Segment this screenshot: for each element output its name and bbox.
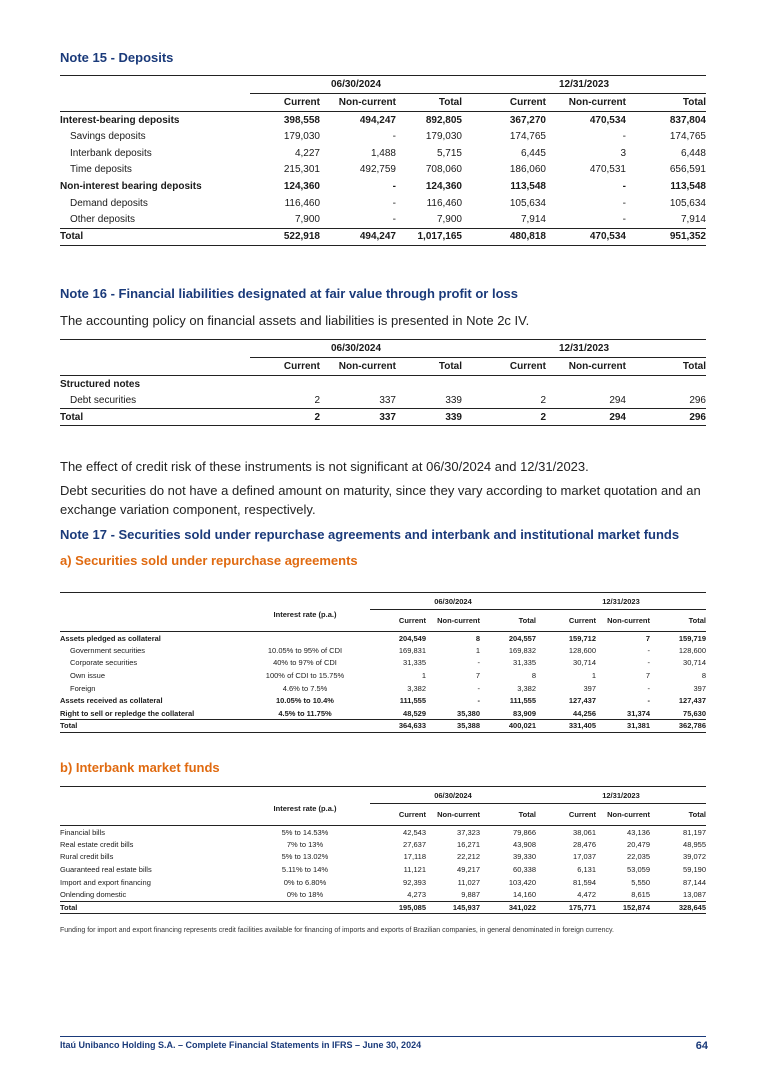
value-cell: 400,021 xyxy=(480,720,536,733)
interbank-body xyxy=(60,826,706,914)
value-cell: 31,335 xyxy=(513,658,536,668)
table-row xyxy=(60,851,706,864)
row-label: Guaranteed real estate bills xyxy=(60,865,152,875)
value-cell: 7 xyxy=(475,671,480,681)
value-cell: - xyxy=(477,683,480,693)
value-cell: 42,543 xyxy=(403,827,426,837)
table-row xyxy=(60,682,706,695)
table-row xyxy=(60,694,706,707)
value-cell: 43,908 xyxy=(513,839,536,849)
value-cell: 75,630 xyxy=(683,708,706,718)
value-cell: 13,087 xyxy=(683,890,706,900)
value-cell: 145,937 xyxy=(426,901,480,914)
table-row xyxy=(60,145,706,162)
value-cell: 337 xyxy=(320,409,396,426)
interbank-footnote: Funding for import and export financing represents credit facilities available for financing of imports and exports of Brazilian companies, in general denominated in foreign currency. xyxy=(60,927,614,934)
table-row xyxy=(60,632,706,645)
value-cell: 20,479 xyxy=(627,839,650,849)
value-cell: 341,022 xyxy=(480,901,536,914)
row-label: Onlending domestic xyxy=(60,890,127,900)
row-label: Interest-bearing deposits xyxy=(60,114,180,126)
value-cell: - xyxy=(647,696,650,706)
value-cell: 7,914 xyxy=(680,214,706,226)
value-cell: 470,531 xyxy=(589,164,626,176)
note16-para1: The effect of credit risk of these instruments is not significant at 06/30/2024 and 12/31/2023. xyxy=(60,459,589,474)
row-label: Total xyxy=(60,901,240,914)
value-cell: 159,719 xyxy=(678,633,706,643)
rate-cell xyxy=(240,632,370,645)
value-cell: 6,445 xyxy=(520,147,546,159)
value-cell: 113,548 xyxy=(510,181,546,193)
value-cell: 105,634 xyxy=(509,197,546,209)
value-cell: 1 xyxy=(475,645,480,655)
value-cell: 169,832 xyxy=(508,645,536,655)
note16-para2: Debt securities do not have a defined amount on maturity, since they vary according to market quotation and an exchange variation component, respectively. xyxy=(60,483,701,517)
table-row xyxy=(60,178,706,195)
row-label: Interbank deposits xyxy=(70,147,152,159)
deposits-table xyxy=(60,75,706,246)
value-cell: 81,197 xyxy=(683,827,706,837)
value-cell: - xyxy=(477,658,480,668)
rate-cell: 5% to 14.53% xyxy=(281,827,329,837)
value-cell: 113,548 xyxy=(670,181,706,193)
value-cell: 1,488 xyxy=(370,147,396,159)
value-cell: 38,061 xyxy=(573,827,596,837)
rate-cell xyxy=(240,901,370,914)
note17-title: Note 17 - Securities sold under repurchase agreements and interbank and institutional market funds xyxy=(60,527,680,542)
row-label: Time deposits xyxy=(70,164,132,176)
rate-cell: 4.5% to 11.75% xyxy=(278,708,332,718)
value-cell: 17,118 xyxy=(403,852,426,862)
value-cell: 2 xyxy=(250,409,320,426)
value-cell: - xyxy=(392,197,396,209)
value-cell: 105,634 xyxy=(669,197,706,209)
value-cell: 175,771 xyxy=(536,901,596,914)
period-header: 06/30/2024 xyxy=(250,76,462,94)
value-cell: - xyxy=(622,214,626,226)
value-cell: 6,131 xyxy=(577,865,596,875)
rate-cell: 40% to 97% of CDI xyxy=(273,658,337,668)
rate-cell: 100% of CDI to 15.75% xyxy=(265,671,345,681)
value-cell: 22,035 xyxy=(627,852,650,862)
value-cell: 837,804 xyxy=(669,114,706,126)
value-cell: 2 xyxy=(540,394,546,406)
rate-cell: 5% to 13.02% xyxy=(281,852,329,862)
value-cell: 522,918 xyxy=(250,228,320,245)
rate-cell: 0% to 6.80% xyxy=(283,877,327,887)
page-number: 64 xyxy=(695,1040,708,1052)
value-cell: - xyxy=(477,696,480,706)
col-header: Total xyxy=(626,94,706,112)
value-cell: 79,866 xyxy=(513,827,536,837)
table-row xyxy=(60,162,706,179)
note17-sub-b: b) Interbank market funds xyxy=(60,760,220,775)
value-cell: 7 xyxy=(645,671,650,681)
value-cell: 2 xyxy=(314,394,320,406)
value-cell: 59,190 xyxy=(683,865,706,875)
table-row xyxy=(60,888,706,901)
row-label: Total xyxy=(60,720,240,733)
table-row xyxy=(60,720,706,733)
value-cell: - xyxy=(392,214,396,226)
value-cell: 656,591 xyxy=(669,164,706,176)
row-label: Own issue xyxy=(70,671,106,681)
period-header: 12/31/2023 xyxy=(462,76,706,94)
value-cell: 44,256 xyxy=(573,708,596,718)
value-cell: 169,831 xyxy=(398,645,426,655)
value-cell: 35,388 xyxy=(426,720,480,733)
value-cell: 111,555 xyxy=(509,696,536,706)
value-cell: 11,121 xyxy=(403,865,426,875)
rate-cell: 7% to 13% xyxy=(286,839,324,849)
row-label: Real estate credit bills xyxy=(60,839,134,849)
period-header: 06/30/2024 xyxy=(370,787,536,804)
value-cell: 7,900 xyxy=(436,214,462,226)
col-header: Non-current xyxy=(546,94,626,112)
value-cell: 364,633 xyxy=(370,720,426,733)
col-header: Interest rate (p.a.) xyxy=(240,804,370,826)
value-cell: 8 xyxy=(531,671,536,681)
row-label: Assets pledged as collateral xyxy=(60,633,161,643)
value-cell: 22,212 xyxy=(457,852,480,862)
table-row xyxy=(60,657,706,670)
value-cell: 3,382 xyxy=(517,683,536,693)
value-cell: 398,558 xyxy=(283,114,320,126)
value-cell: 37,323 xyxy=(457,827,480,837)
period-header: 12/31/2023 xyxy=(462,340,706,358)
row-label: Right to sell or repledge the collateral xyxy=(60,708,195,718)
value-cell: 294 xyxy=(546,409,626,426)
note15-title: Note 15 - Deposits xyxy=(60,50,174,65)
value-cell: 174,765 xyxy=(509,131,546,143)
value-cell: 127,437 xyxy=(568,696,596,706)
rate-cell: 10.05% to 95% of CDI xyxy=(267,645,343,655)
fvtpl-body xyxy=(60,392,706,425)
period-header: 06/30/2024 xyxy=(370,593,536,610)
value-cell: 492,759 xyxy=(359,164,396,176)
value-cell: 92,393 xyxy=(403,877,426,887)
table-row xyxy=(60,838,706,851)
table-row xyxy=(60,112,706,129)
col-header: Non-current xyxy=(320,358,396,376)
value-cell: 128,600 xyxy=(678,645,706,655)
value-cell: - xyxy=(622,197,626,209)
value-cell: 39,330 xyxy=(513,852,536,862)
value-cell: 43,136 xyxy=(627,827,650,837)
col-header: Total xyxy=(626,358,706,376)
row-label: Demand deposits xyxy=(70,197,148,209)
value-cell: 7,914 xyxy=(520,214,546,226)
table-row xyxy=(60,863,706,876)
value-cell: 7 xyxy=(645,633,650,643)
note17-sub-a: a) Securities sold under repurchase agreements xyxy=(60,553,358,568)
value-cell: 708,060 xyxy=(425,164,462,176)
value-cell: 103,420 xyxy=(508,877,536,887)
value-cell: 362,786 xyxy=(650,720,706,733)
row-label: Total xyxy=(60,409,250,426)
row-label: Total xyxy=(60,228,250,245)
value-cell: 35,380 xyxy=(457,708,480,718)
value-cell: 2 xyxy=(462,409,546,426)
value-cell: 1,017,165 xyxy=(396,228,462,245)
value-cell: - xyxy=(392,131,396,143)
value-cell: 11,027 xyxy=(457,877,480,887)
row-label: Import and export financing xyxy=(60,877,151,887)
value-cell: 4,472 xyxy=(577,890,596,900)
deposits-body xyxy=(60,112,706,246)
value-cell: 195,085 xyxy=(370,901,426,914)
value-cell: 367,270 xyxy=(509,114,546,126)
value-cell: 14,160 xyxy=(513,890,536,900)
col-header: Current xyxy=(370,610,426,632)
period-header: 06/30/2024 xyxy=(250,340,462,358)
table-row xyxy=(60,228,706,245)
footer-rule xyxy=(60,1036,706,1037)
table-row xyxy=(60,644,706,657)
value-cell: 127,437 xyxy=(678,696,706,706)
table-row xyxy=(60,669,706,682)
col-header: Total xyxy=(396,94,462,112)
value-cell: 7,900 xyxy=(294,214,320,226)
value-cell: 9,887 xyxy=(461,890,480,900)
value-cell: 27,637 xyxy=(403,839,426,849)
value-cell: 39,072 xyxy=(683,852,706,862)
table-row xyxy=(60,707,706,720)
interbank-table xyxy=(60,786,706,914)
col-header: Current xyxy=(370,804,426,826)
note16-intro: The accounting policy on financial assets and liabilities is presented in Note 2c IV. xyxy=(60,313,530,328)
value-cell: 53,059 xyxy=(627,865,650,875)
value-cell: 951,352 xyxy=(626,228,706,245)
col-header: Current xyxy=(462,358,546,376)
row-label: Rural credit bills xyxy=(60,852,114,862)
row-label: Government securities xyxy=(70,645,146,655)
col-header: Non-current xyxy=(596,610,650,632)
group-label: Structured notes xyxy=(60,378,141,390)
value-cell: 8 xyxy=(475,633,480,643)
value-cell: 331,405 xyxy=(536,720,596,733)
value-cell: 179,030 xyxy=(425,131,462,143)
col-header: Interest rate (p.a.) xyxy=(240,610,370,632)
value-cell: 31,374 xyxy=(627,708,650,718)
value-cell: 470,534 xyxy=(589,114,626,126)
value-cell: 3,382 xyxy=(407,683,426,693)
value-cell: 128,600 xyxy=(568,645,596,655)
value-cell: 116,460 xyxy=(426,197,462,209)
row-label: Savings deposits xyxy=(70,131,146,143)
value-cell: 215,301 xyxy=(283,164,320,176)
value-cell: 339 xyxy=(445,394,462,406)
value-cell: 328,645 xyxy=(650,901,706,914)
table-row xyxy=(60,876,706,889)
value-cell: 116,460 xyxy=(284,197,320,209)
note16-title: Note 16 - Financial liabilities designated at fair value through profit or loss xyxy=(60,286,518,301)
col-header: Current xyxy=(536,610,596,632)
period-header: 12/31/2023 xyxy=(536,593,706,610)
value-cell: 892,805 xyxy=(425,114,462,126)
table-row xyxy=(60,409,706,426)
value-cell: 1 xyxy=(591,671,596,681)
value-cell: 159,712 xyxy=(568,633,596,643)
value-cell: - xyxy=(647,645,650,655)
rate-cell: 4.6% to 7.5% xyxy=(282,683,328,693)
value-cell: 111,555 xyxy=(399,696,426,706)
value-cell: 174,765 xyxy=(669,131,706,143)
table-row xyxy=(60,826,706,839)
fvtpl-table xyxy=(60,339,706,426)
value-cell: 339 xyxy=(396,409,462,426)
value-cell: 8,615 xyxy=(631,890,650,900)
value-cell: 480,818 xyxy=(462,228,546,245)
col-header: Current xyxy=(536,804,596,826)
value-cell: 83,909 xyxy=(513,708,536,718)
col-header: Total xyxy=(480,610,536,632)
table-row xyxy=(60,212,706,229)
row-label: Debt securities xyxy=(70,394,137,406)
value-cell: 30,714 xyxy=(573,658,596,668)
value-cell: 31,381 xyxy=(596,720,650,733)
col-header: Non-current xyxy=(546,358,626,376)
footer-text: Itaú Unibanco Holding S.A. – Complete Financial Statements in IFRS – June 30, 2024 xyxy=(60,1040,422,1050)
value-cell: 6,448 xyxy=(680,147,706,159)
value-cell: 17,037 xyxy=(573,852,596,862)
repo-table xyxy=(60,592,706,733)
value-cell: 397 xyxy=(583,683,596,693)
value-cell: 186,060 xyxy=(509,164,546,176)
rate-cell: 10.05% to 10.4% xyxy=(276,696,334,706)
value-cell: 30,714 xyxy=(683,658,706,668)
col-header: Total xyxy=(650,610,706,632)
value-cell: - xyxy=(392,181,396,193)
table-row xyxy=(60,901,706,914)
value-cell: 28,476 xyxy=(573,839,596,849)
value-cell: 5,715 xyxy=(436,147,462,159)
col-header: Non-current xyxy=(426,610,480,632)
row-label: Financial bills xyxy=(60,827,106,837)
value-cell: 124,360 xyxy=(425,181,462,193)
row-label: Corporate securities xyxy=(70,658,138,668)
value-cell: 4,273 xyxy=(407,890,426,900)
period-header: 12/31/2023 xyxy=(536,787,706,804)
value-cell: 31,335 xyxy=(403,658,426,668)
col-header: Non-current xyxy=(596,804,650,826)
col-header: Total xyxy=(396,358,462,376)
value-cell: 337 xyxy=(379,394,396,406)
row-label: Other deposits xyxy=(70,214,136,226)
col-header: Total xyxy=(650,804,706,826)
value-cell: 204,557 xyxy=(508,633,536,643)
table-row xyxy=(60,128,706,145)
col-header: Current xyxy=(462,94,546,112)
value-cell: 81,594 xyxy=(573,877,596,887)
value-cell: 3 xyxy=(620,147,626,159)
value-cell: 8 xyxy=(701,671,706,681)
value-cell: 5,550 xyxy=(631,877,650,887)
rate-cell: 5.11% to 14% xyxy=(281,865,329,875)
value-cell: - xyxy=(622,181,626,193)
value-cell: - xyxy=(647,683,650,693)
rate-cell: 0% to 18% xyxy=(286,890,324,900)
value-cell: - xyxy=(622,131,626,143)
value-cell: - xyxy=(647,658,650,668)
row-label: Foreign xyxy=(70,683,96,693)
value-cell: 494,247 xyxy=(359,114,396,126)
repo-body xyxy=(60,632,706,733)
value-cell: 296 xyxy=(626,409,706,426)
table-row xyxy=(60,195,706,212)
value-cell: 152,874 xyxy=(596,901,650,914)
value-cell: 294 xyxy=(609,394,626,406)
value-cell: 179,030 xyxy=(283,131,320,143)
value-cell: 48,529 xyxy=(403,708,426,718)
value-cell: 16,271 xyxy=(457,839,480,849)
value-cell: 1 xyxy=(421,671,426,681)
col-header: Current xyxy=(250,94,320,112)
row-label: Non-interest bearing deposits xyxy=(60,181,202,193)
value-cell: 397 xyxy=(693,683,706,693)
col-header: Current xyxy=(250,358,320,376)
value-cell: 60,338 xyxy=(513,865,536,875)
value-cell: 296 xyxy=(689,394,706,406)
row-label: Assets received as collateral xyxy=(60,696,163,706)
col-header: Non-current xyxy=(426,804,480,826)
value-cell: 204,549 xyxy=(398,633,426,643)
table-row xyxy=(60,392,706,409)
rate-cell xyxy=(240,720,370,733)
value-cell: 49,217 xyxy=(457,865,480,875)
value-cell: 124,360 xyxy=(283,181,320,193)
value-cell: 470,534 xyxy=(546,228,626,245)
col-header: Non-current xyxy=(320,94,396,112)
value-cell: 4,227 xyxy=(294,147,320,159)
col-header: Total xyxy=(480,804,536,826)
value-cell: 494,247 xyxy=(320,228,396,245)
value-cell: 87,144 xyxy=(683,877,706,887)
value-cell: 48,955 xyxy=(683,839,706,849)
